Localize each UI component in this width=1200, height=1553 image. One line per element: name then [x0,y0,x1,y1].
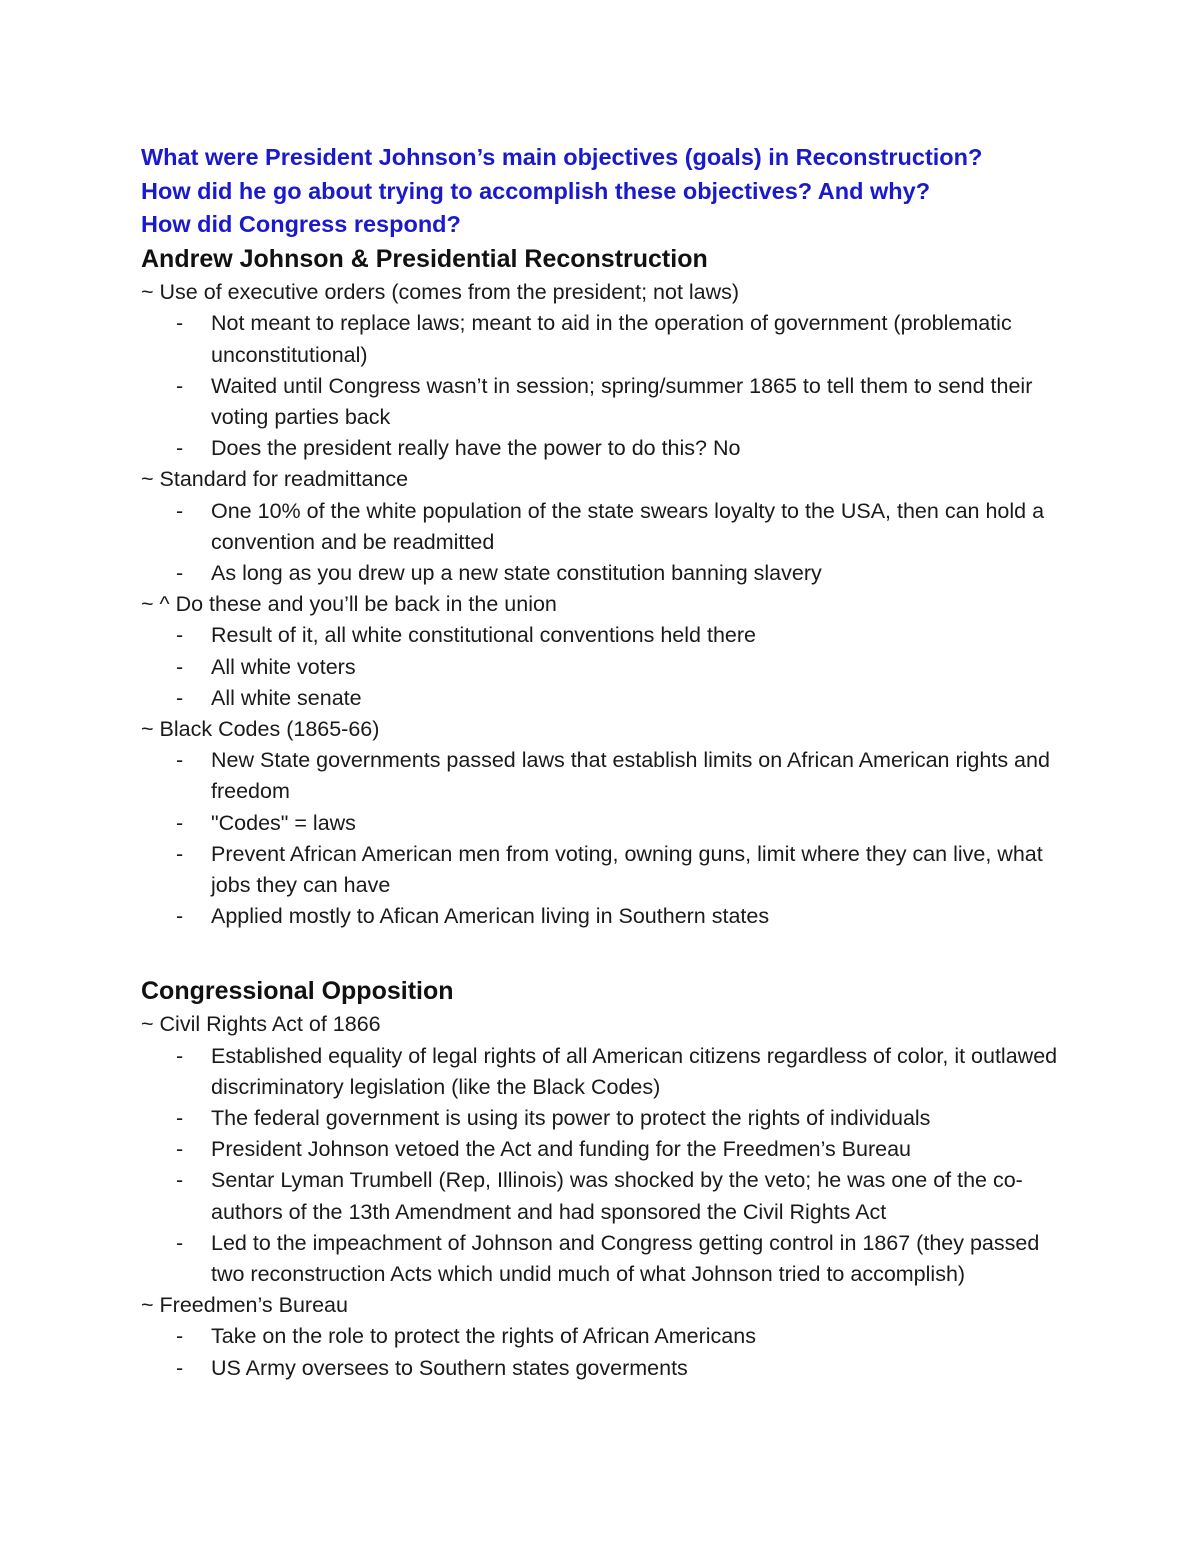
list-item [141,433,1071,464]
dash-bullet-icon: - [176,904,184,929]
topic-label: ~ Civil Rights Act of 1866 [141,1012,381,1037]
question: How did he go about trying to accomplish these objectives? And why? [141,177,931,204]
bullet-text: Established equality of legal rights of all American citizens regardless of color, it outlawed discriminatory legislation (like the Black Codes) [211,1043,1058,1099]
list-item [141,839,1071,901]
bullet-text: "Codes" = laws [211,810,356,835]
bullet-text: Take on the role to protect the rights of African Americans [211,1324,756,1349]
bullet-text: One 10% of the white population of the state swears loyalty to the USA, then can hold a convention and be readmitted [211,498,1045,554]
list-item [141,496,1071,558]
dash-bullet-icon: - [176,810,184,835]
dash-bullet-icon: - [176,1105,184,1130]
question: What were President Johnson’s main objectives (goals) in Reconstruction? [141,144,983,170]
dash-bullet-icon: - [176,1324,184,1349]
dash-bullet-icon: - [176,1168,184,1193]
bullet-text: Prevent African American men from voting, owning guns, limit where they can live, what jobs they can have [211,841,1043,897]
dash-bullet-icon: - [176,623,184,648]
bullet-list [141,745,1071,932]
bullet-text: All white voters [211,654,356,679]
dash-bullet-icon: - [176,654,184,679]
bullet-text: Led to the impeachment of Johnson and Congress getting control in 1867 (they passed two reconstruction Acts which undid much of what Johnson tried to accomplish) [211,1230,1040,1286]
topic-label: ~ Freedmen’s Bureau [141,1293,348,1318]
section-congressional-opposition [141,975,1071,1383]
section-presidential-reconstruction [141,243,1071,932]
bullet-text: All white senate [211,685,362,710]
list-item [141,1103,1071,1134]
document-page [141,141,1071,1384]
list-item [141,620,1071,651]
dash-bullet-icon: - [176,685,184,710]
list-item [141,901,1071,932]
dash-bullet-icon: - [176,560,184,585]
list-item [141,371,1071,433]
topic-label: ~ Standard for readmittance [141,467,409,492]
list-item [141,745,1071,807]
bullet-text: President Johnson vetoed the Act and funding for the Freedmen’s Bureau [211,1137,912,1162]
bullet-text: New State governments passed laws that establish limits on African American rights and freedom [211,748,1050,804]
list-item [141,558,1071,589]
dash-bullet-icon: - [176,436,184,461]
dash-bullet-icon: - [176,1230,184,1255]
dash-bullet-icon: - [176,498,184,523]
list-item [141,808,1071,839]
topic-label: ~ Use of executive orders (comes from the president; not laws) [141,280,740,305]
list-item [141,308,1071,370]
dash-bullet-icon: - [176,1137,184,1162]
dash-bullet-icon: - [176,748,184,773]
list-item [141,683,1071,714]
bullet-text: Not meant to replace laws; meant to aid in the operation of government (problematic unconstitutional) [211,311,1012,367]
bullet-text: Waited until Congress wasn’t in session; spring/summer 1865 to tell them to send their voting parties back [211,373,1033,429]
section-heading: Congressional Opposition [141,977,454,1006]
bullet-list [141,620,1071,714]
guiding-questions [141,141,1071,242]
dash-bullet-icon: - [176,841,184,866]
bullet-text: Sentar Lyman Trumbell (Rep, Illinois) was shocked by the veto; he was one of the co-authors of the 13th Amendment and had sponsored the Civil Rights Act [211,1168,1023,1224]
bullet-text: Applied mostly to Afican American living in Southern states [211,904,770,929]
question: How did Congress respond? [141,211,461,238]
topic-label: ~ ^ Do these and you’ll be back in the union [141,592,557,617]
list-item [141,1228,1071,1290]
bullet-list [141,1321,1071,1383]
bullet-text: US Army oversees to Southern states goverments [211,1355,688,1380]
bullet-text: As long as you drew up a new state constitution banning slavery [211,560,822,585]
list-item [141,652,1071,683]
bullet-list [141,1041,1071,1291]
bullet-text: Result of it, all white constitutional conventions held there [211,623,756,648]
list-item [141,1353,1071,1384]
dash-bullet-icon: - [176,1043,184,1068]
dash-bullet-icon: - [176,311,184,336]
topic-label: ~ Black Codes (1865-66) [141,716,380,741]
list-item [141,1321,1071,1352]
bullet-text: The federal government is using its power to protect the rights of individuals [211,1105,931,1130]
list-item [141,1041,1071,1103]
list-item [141,1165,1071,1227]
bullet-list [141,308,1071,464]
dash-bullet-icon: - [176,1355,184,1380]
list-item [141,1134,1071,1165]
bullet-list [141,496,1071,590]
bullet-text: Does the president really have the power to do this? No [211,436,741,461]
section-heading: Andrew Johnson & Presidential Reconstruction [141,245,708,274]
dash-bullet-icon: - [176,373,184,398]
